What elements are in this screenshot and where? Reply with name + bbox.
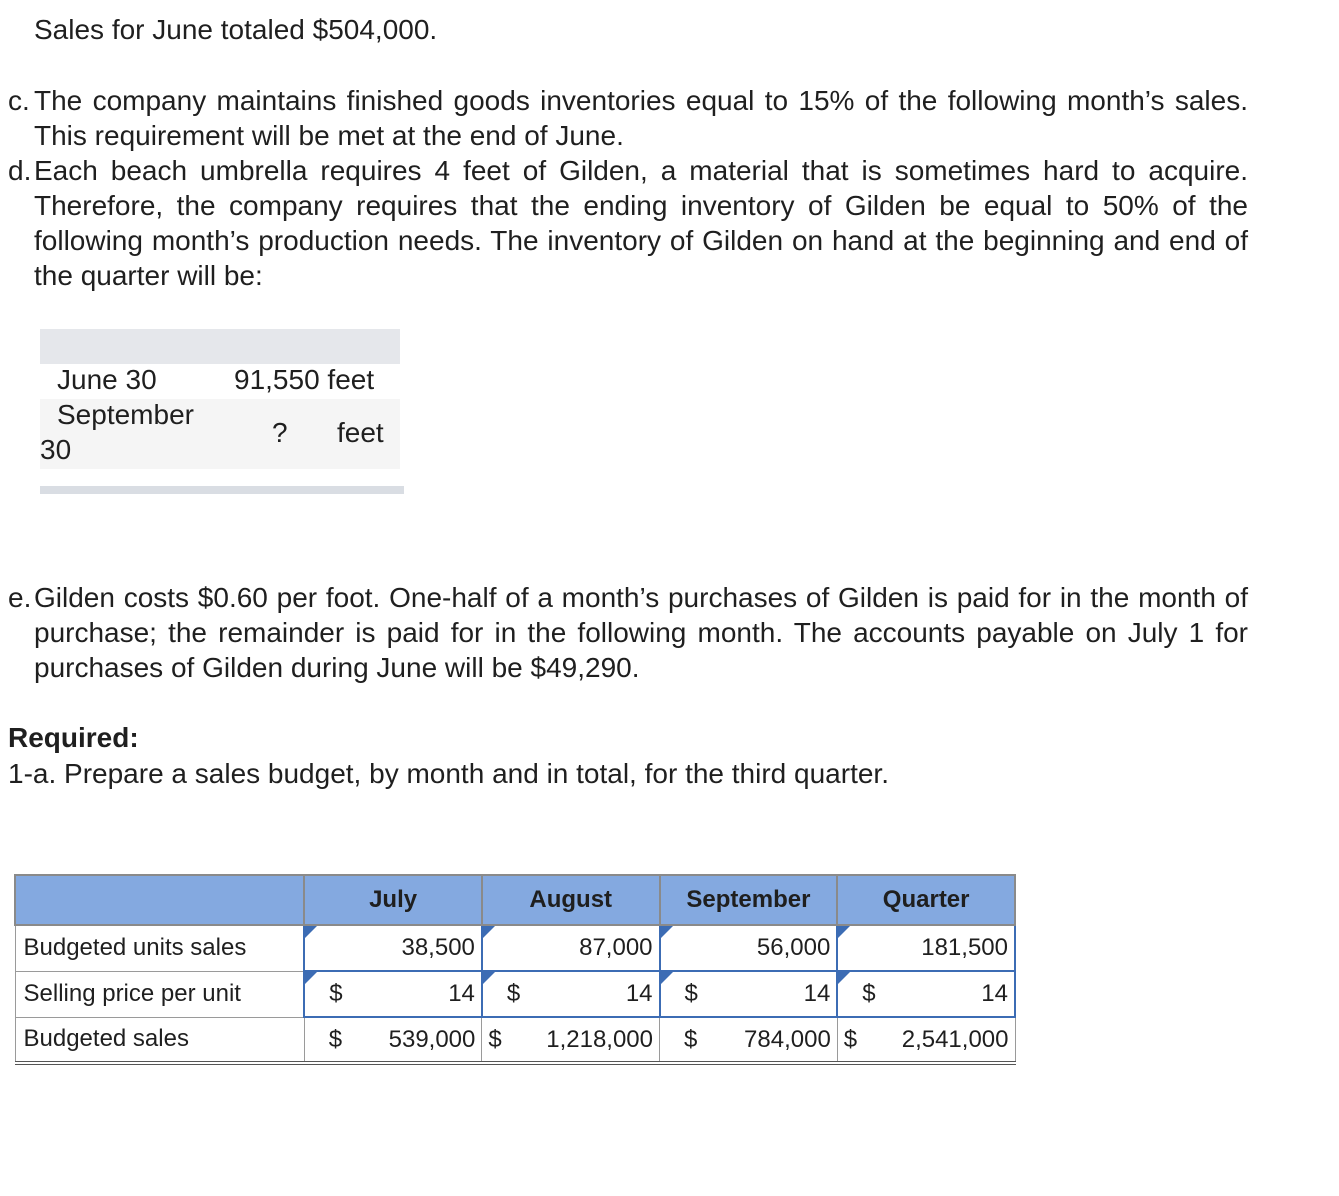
- price-september-value: 14: [803, 980, 831, 1007]
- sales-july-cell: [304, 1017, 482, 1063]
- sales-september-value: 784,000: [744, 1025, 831, 1053]
- budget-header-row: [15, 875, 1015, 925]
- june-sales-text: Sales for June totaled $504,000.: [34, 14, 438, 45]
- price-july-currency: $: [329, 980, 343, 1007]
- item-c-text: The company maintains finished goods inventories equal to 15% of the following month’s sales. This requirement will be met at the end of June.: [34, 85, 1248, 151]
- price-august-input[interactable]: [482, 971, 660, 1017]
- sales-july-currency: $: [328, 1025, 343, 1053]
- price-september-input[interactable]: [660, 971, 838, 1017]
- sales-budget-table: [14, 874, 1016, 1065]
- inventory-june-label: June 30: [57, 364, 157, 395]
- units-july-input[interactable]: 38,500: [304, 925, 482, 971]
- header-quarter: Quarter: [837, 875, 1015, 925]
- sales-label: Budgeted sales: [15, 1017, 304, 1063]
- header-blank: [15, 875, 304, 925]
- price-label: Selling price per unit: [15, 971, 304, 1017]
- item-e-text: Gilden costs $0.60 per foot. One-half of a month’s purchases of Gilden is paid for in the month of purchase; the remainder is paid for in the following month. The accounts payable on July 1 for purchases of Gilden during June will be $49,290.: [34, 582, 1248, 683]
- price-quarter-value: 14: [981, 980, 1008, 1007]
- price-august-currency: $: [506, 980, 521, 1007]
- inventory-bottom-rule: [40, 486, 404, 494]
- price-quarter-input[interactable]: [837, 971, 1015, 1017]
- inventory-header-band: [40, 329, 400, 364]
- header-july: July: [304, 875, 482, 925]
- budget-units-row: [15, 925, 1015, 971]
- sales-august-currency: $: [488, 1025, 502, 1053]
- inventory-september-unit: feet: [337, 417, 384, 448]
- sales-july-value: 539,000: [388, 1025, 476, 1053]
- units-august-input[interactable]: 87,000: [482, 925, 660, 971]
- header-august: August: [482, 875, 660, 925]
- item-d-text: Each beach umbrella requires 4 feet of Gilden, a material that is sometimes hard to acquire. Therefore, the company requires that the ending inventory of Gilden be equal to 50% of the following month’s production needs. The inventory of Gilden on hand at the beginning and end of the quarter will be:: [34, 155, 1248, 291]
- inventory-september-label: September: [57, 399, 194, 430]
- sales-september-cell: [660, 1017, 838, 1063]
- header-september: September: [660, 875, 838, 925]
- item-d-mark: d.: [8, 155, 32, 186]
- item-d: [8, 153, 1248, 293]
- sales-august-cell: [482, 1017, 660, 1063]
- inventory-september-value: ?: [272, 417, 288, 448]
- sales-quarter-value: 2,541,000: [901, 1025, 1009, 1053]
- sales-quarter-currency: $: [843, 1025, 858, 1053]
- units-september-input[interactable]: 56,000: [660, 925, 838, 971]
- inventory-june-value: 91,550 feet: [234, 364, 375, 395]
- required-title: Required:: [8, 722, 139, 753]
- budget-sales-row: [15, 1017, 1015, 1063]
- item-e-mark: e.: [8, 582, 32, 613]
- sales-quarter-cell: [837, 1017, 1015, 1063]
- required-item-1a: 1-a. Prepare a sales budget, by month and in total, for the third quarter.: [8, 758, 889, 789]
- price-august-value: 14: [625, 980, 653, 1007]
- inventory-september-label-30: 30: [40, 434, 72, 465]
- price-september-currency: $: [684, 980, 698, 1007]
- units-quarter-input[interactable]: 181,500: [837, 925, 1015, 971]
- budget-price-row: [15, 971, 1015, 1017]
- item-e: [8, 580, 1248, 685]
- price-quarter-currency: $: [862, 980, 876, 1007]
- sales-august-value: 1,218,000: [546, 1025, 654, 1053]
- sales-september-currency: $: [684, 1025, 698, 1053]
- price-july-input[interactable]: [304, 971, 482, 1017]
- item-c-mark: c.: [8, 85, 30, 116]
- price-july-value: 14: [448, 980, 475, 1007]
- item-c: [8, 83, 1248, 153]
- units-label: Budgeted units sales: [15, 925, 304, 971]
